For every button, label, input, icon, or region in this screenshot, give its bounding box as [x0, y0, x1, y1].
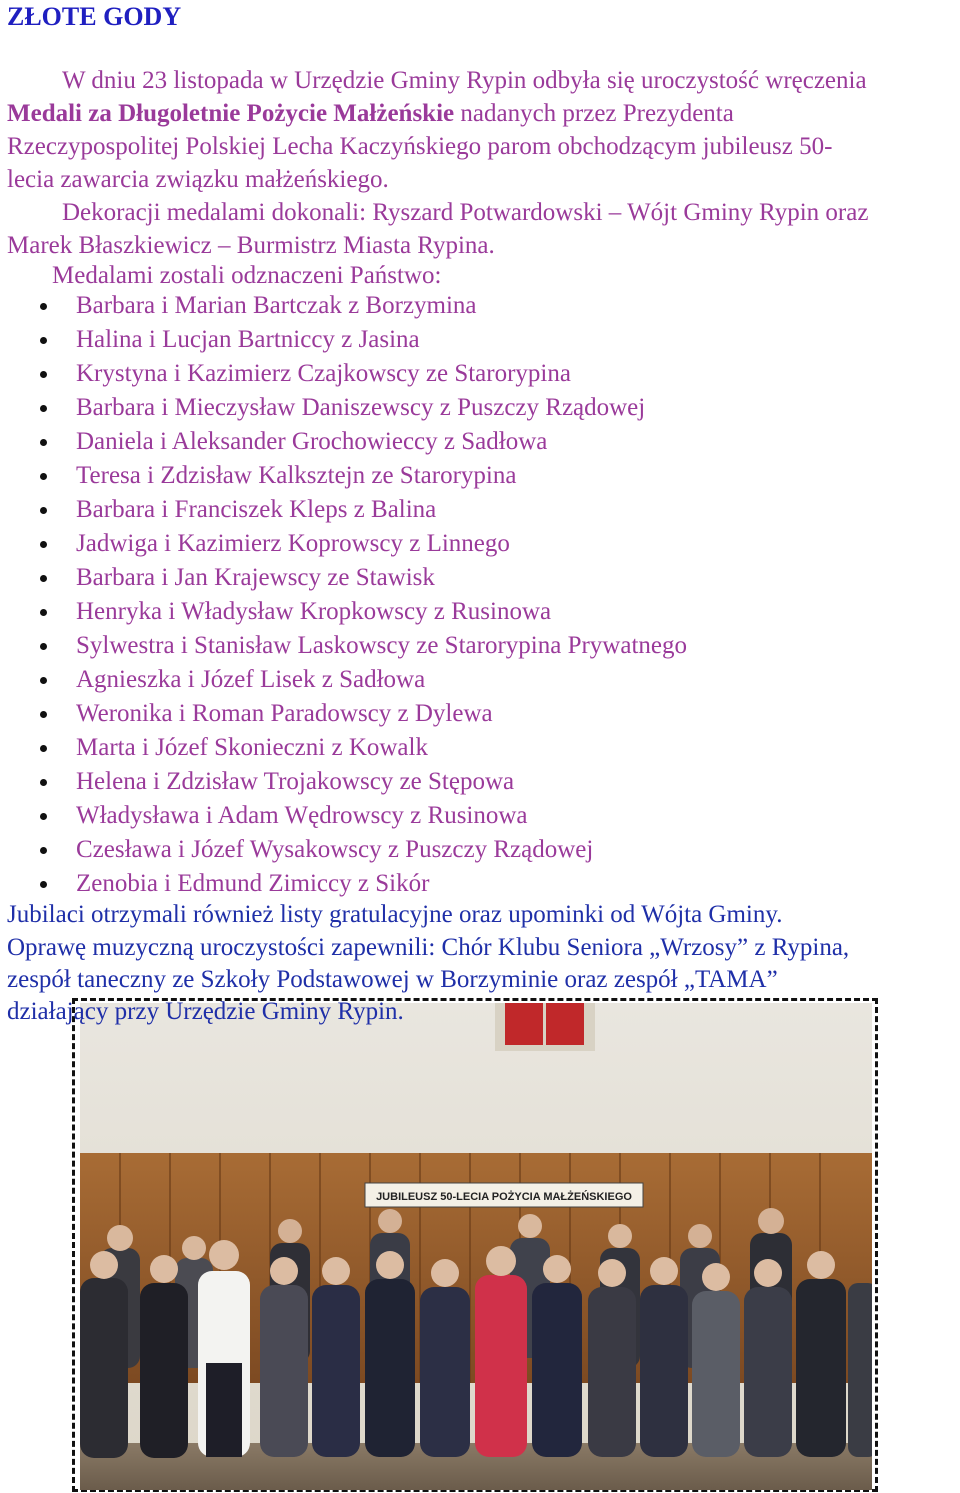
closing-line-1: Jubilaci otrzymali również listy gratulacyjne oraz upominki od Wójta Gminy. [7, 901, 783, 928]
intro-line-4: lecia zawarcia związku małżeńskiego. [7, 166, 389, 193]
list-item: Sylwestra i Stanisław Laskowscy ze Starorypina Prywatnego [0, 629, 687, 663]
list-item: Zenobia i Edmund Zimiccy z Sikór [0, 867, 687, 901]
bullet-icon [40, 711, 47, 718]
bullet-icon [40, 847, 47, 854]
bullet-icon [40, 473, 47, 480]
list-item: Krystyna i Kazimierz Czajkowscy ze Starorypina [0, 357, 687, 391]
closing-line-4: działający przy Urzędzie Gminy Rypin. [7, 998, 404, 1025]
list-item: Barbara i Franciszek Kleps z Balina [0, 493, 687, 527]
list-item: Daniela i Aleksander Grochowieccy z Sadłowa [0, 425, 687, 459]
intro-line-5: Dekoracji medalami dokonali: Ryszard Potwardowski – Wójt Gminy Rypin oraz [62, 199, 869, 226]
bullet-icon [40, 439, 47, 446]
closing-line-3: zespół taneczny ze Szkoły Podstawowej w Borzyminie oraz zespół „TAMA” [7, 966, 778, 993]
medal-name: Medali za Długoletnie Pożycie Małżeńskie [7, 100, 455, 127]
bullet-icon [40, 745, 47, 752]
bullet-icon [40, 609, 47, 616]
intro-line-7: Medalami zostali odznaczeni Państwo: [52, 262, 442, 289]
bullet-icon [40, 779, 47, 786]
bullet-icon [40, 813, 47, 820]
list-item: Agnieszka i Józef Lisek z Sadłowa [0, 663, 687, 697]
list-item: Barbara i Jan Krajewscy ze Stawisk [0, 561, 687, 595]
bullet-icon [40, 677, 47, 684]
recipients-list [0, 289, 687, 901]
banner-text: JUBILEUSZ 50-LECIA POŻYCIA MAŁŻEŃSKIEGO [376, 1191, 632, 1203]
intro-line-3: Rzeczypospolitej Polskiej Lecha Kaczyńskiego parom obchodzącym jubileusz 50- [7, 133, 833, 160]
list-item: Helena i Zdzisław Trojakowscy ze Stępowa [0, 765, 687, 799]
list-item: Halina i Lucjan Bartniccy z Jasina [0, 323, 687, 357]
bullet-icon [40, 303, 47, 310]
bullet-icon [40, 575, 47, 582]
page-title: ZŁOTE GODY [7, 2, 182, 31]
list-item: Henryka i Władysław Kropkowscy z Rusinowa [0, 595, 687, 629]
list-item: Czesława i Józef Wysakowscy z Puszczy Rządowej [0, 833, 687, 867]
bullet-icon [40, 881, 47, 888]
group-photo-image [80, 1003, 872, 1490]
bullet-icon [40, 337, 47, 344]
bullet-icon [40, 405, 47, 412]
bullet-icon [40, 643, 47, 650]
bullet-icon [40, 371, 47, 378]
intro-line-2-rest: nadanych przez Prezydenta [454, 100, 734, 127]
list-item: Jadwiga i Kazimierz Koprowscy z Linnego [0, 527, 687, 561]
intro-line-1: W dniu 23 listopada w Urzędzie Gminy Rypin odbyła się uroczystość wręczenia [62, 67, 867, 94]
list-item: Barbara i Marian Bartczak z Borzymina [0, 289, 687, 323]
list-item: Barbara i Mieczysław Daniszewscy z Puszczy Rządowej [0, 391, 687, 425]
intro-line-6: Marek Błaszkiewicz – Burmistrz Miasta Rypina. [7, 232, 495, 259]
closing-line-2: Oprawę muzyczną uroczystości zapewnili: Chór Klubu Seniora „Wrzosy” z Rypina, [7, 934, 850, 961]
list-item: Weronika i Roman Paradowscy z Dylewa [0, 697, 687, 731]
group-photo [80, 1003, 872, 1490]
list-item: Marta i Józef Skonieczni z Kowalk [0, 731, 687, 765]
intro-line-2 [7, 97, 734, 130]
list-item: Teresa i Zdzisław Kalksztejn ze Starorypina [0, 459, 687, 493]
list-item: Władysława i Adam Wędrowscy z Rusinowa [0, 799, 687, 833]
bullet-icon [40, 541, 47, 548]
bullet-icon [40, 507, 47, 514]
